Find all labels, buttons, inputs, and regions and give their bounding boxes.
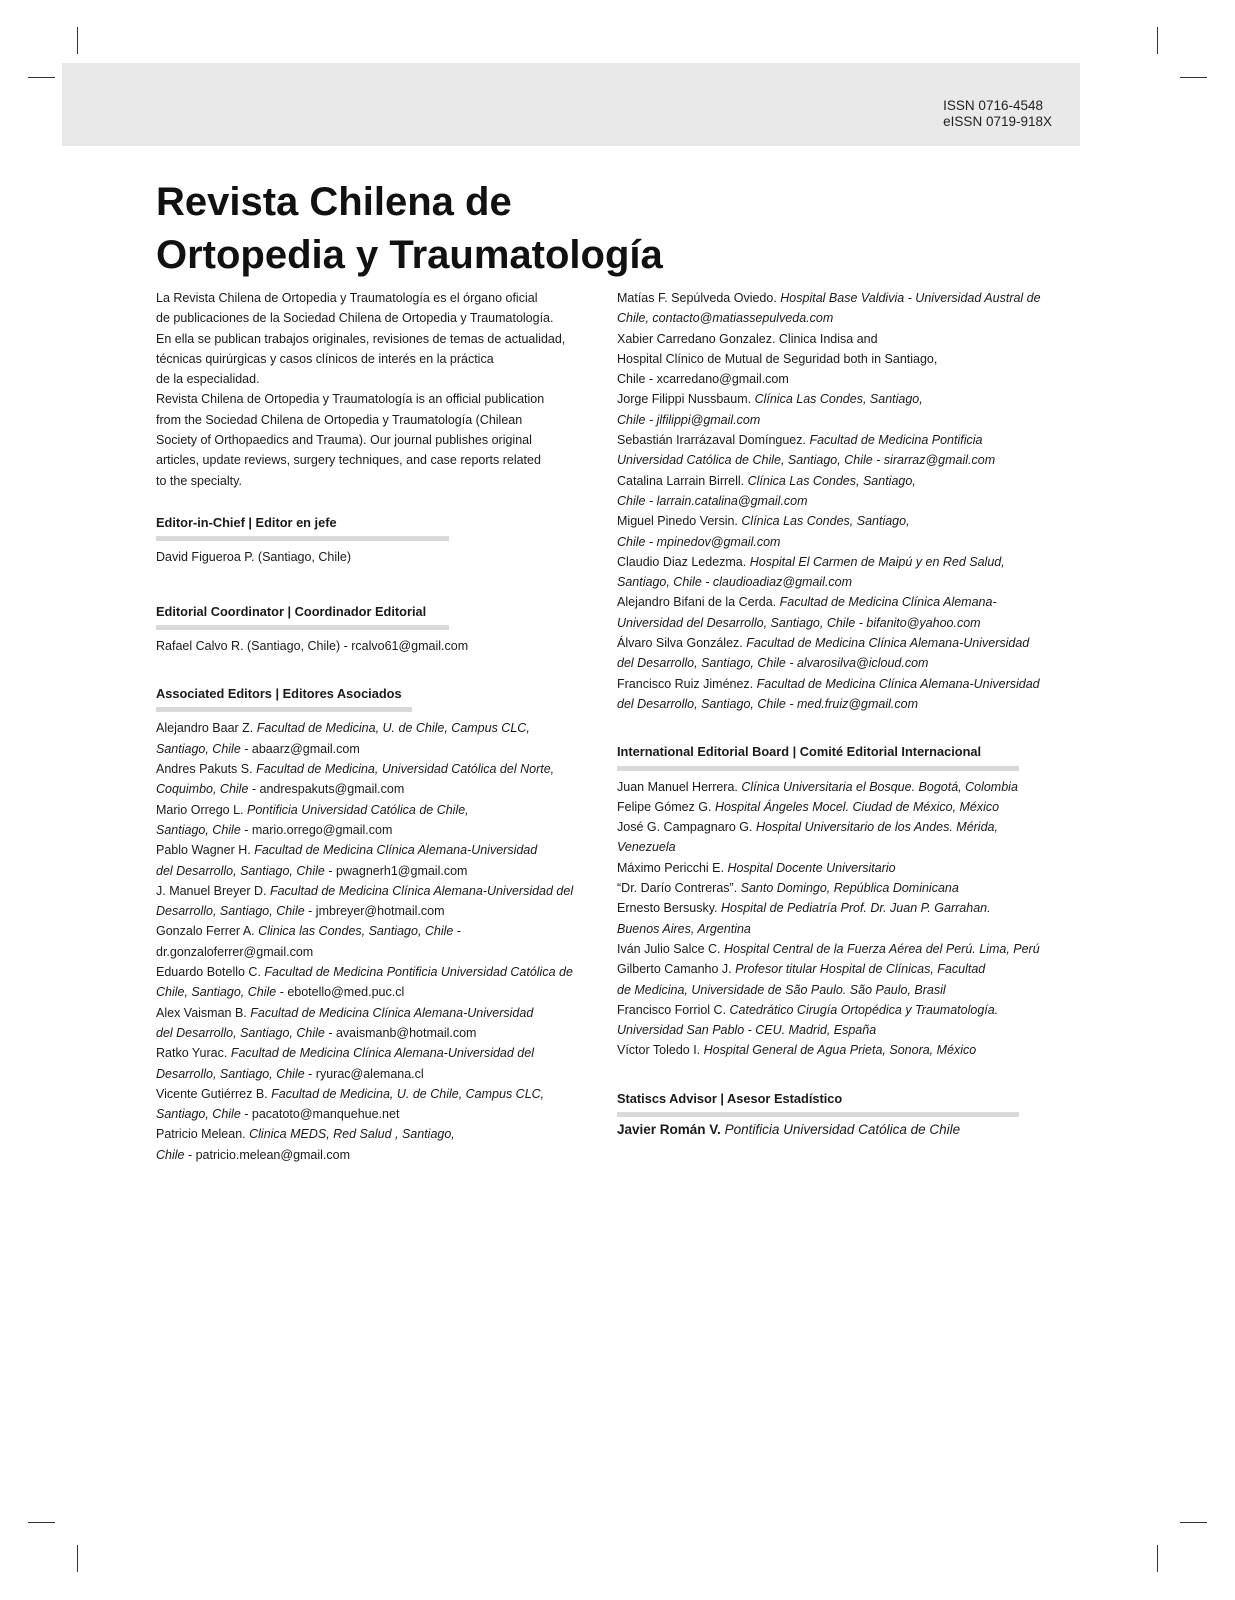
editor-affiliation: Chile, contacto@matiassepulveda.com: [617, 311, 834, 326]
editor-contact: - pacatoto@manquehue.net: [240, 1107, 400, 1122]
editor-entry-line: [617, 389, 1057, 409]
editor-name: Juan Manuel Herrera.: [617, 779, 742, 794]
editor-entry-line: [617, 369, 1057, 389]
editor-affiliation: Hospital Universitario de los Andes. Mérida,: [755, 820, 998, 835]
editor-affiliation: Desarrollo, Santiago, Chile: [156, 904, 305, 919]
editor-name: Claudio Diaz Ledezma.: [617, 554, 750, 569]
editor-contact: - patricio.melean@gmail.com: [184, 1147, 351, 1162]
editor-entry-line: [617, 980, 1057, 1000]
editor-name: Ratko Yurac.: [156, 1046, 231, 1061]
header-band: [62, 63, 1080, 146]
editor-entry-line: [156, 881, 591, 901]
editor-entry-line: [156, 921, 591, 941]
editor-entry-line: [617, 592, 1057, 612]
description-line: técnicas quirúrgicas y casos clínicos de interés en la práctica: [156, 351, 494, 366]
editor-entry-line: [617, 817, 1057, 837]
editor-entry-line: [617, 430, 1057, 450]
editor-entry-line: [156, 1043, 591, 1063]
editor-entry-line: [156, 1003, 591, 1023]
editor-name: Gilberto Camanho J.: [617, 962, 736, 977]
editor-entry-line: [156, 759, 591, 779]
editor-name: Chile - xcarredano@gmail.com: [617, 372, 789, 387]
editor-name: J. Manuel Breyer D.: [156, 883, 270, 898]
section-heading: Statiscs Advisor | Asesor Estadístico: [617, 1089, 1019, 1117]
editor-affiliation: Hospital Base Valdivia - Universidad Austral de: [780, 291, 1041, 305]
editor-entry-line: [617, 1040, 1057, 1060]
editor-name: Alejandro Bifani de la Cerda.: [617, 595, 780, 610]
editor-name: Matías F. Sepúlveda Oviedo.: [617, 291, 781, 305]
editor-contact: dr.gonzaloferrer@gmail.com: [156, 944, 314, 959]
editor-entry-line: [156, 820, 591, 840]
editor-affiliation: Universidad del Desarrollo, Santiago, Chile - bifanito@yahoo.com: [617, 615, 981, 630]
editor-entry-line: [156, 942, 591, 962]
editor-entry-line: [156, 1124, 591, 1144]
editor-affiliation: Facultad de Medicina, U. de Chile, Campus CLC,: [271, 1086, 545, 1101]
editor-name: Sebastián Irarrázaval Domínguez.: [617, 433, 810, 448]
editor-name: Máximo Pericchi E.: [617, 860, 728, 875]
editor-affiliation: Universidad Católica de Chile, Santiago, Chile - sirarraz@gmail.com: [617, 453, 996, 468]
editor-affiliation: del Desarrollo, Santiago, Chile - alvarosilva@icloud.com: [617, 656, 929, 671]
editor-affiliation: Coquimbo, Chile: [156, 782, 249, 797]
editor-affiliation: Clínica Las Condes, Santiago,: [754, 392, 923, 407]
editor-affiliation: Santo Domingo, República Dominicana: [740, 881, 959, 896]
editor-name: Vicente Gutiérrez B.: [156, 1086, 272, 1101]
editor-name: Patricio Melean.: [156, 1127, 250, 1142]
editor-entry-line: [156, 718, 591, 738]
editor-affiliation: Clínica Las Condes, Santiago,: [747, 473, 916, 488]
editor-entry-line: [617, 797, 1057, 817]
description-line: La Revista Chilena de Ortopedia y Traumatología es el órgano oficial: [156, 291, 538, 305]
editor-entry-line: [617, 837, 1057, 857]
editor-entry-line: [617, 511, 1057, 531]
editor-name: José G. Campagnaro G.: [617, 820, 756, 835]
crop-mark: [1180, 1522, 1207, 1523]
editor-name: Hospital Clínico de Mutual de Seguridad both in Santiago,: [617, 351, 938, 366]
editor-affiliation: del Desarrollo, Santiago, Chile - med.fruiz@gmail.com: [617, 696, 919, 711]
section-heading: Editor-in-Chief | Editor en jefe: [156, 513, 449, 541]
editor-name: Ernesto Bersusky.: [617, 901, 721, 916]
editor-affiliation: Chile - jlfilippi@gmail.com: [617, 412, 761, 427]
editor-name: Catalina Larrain Birrell.: [617, 473, 748, 488]
editor-entry-line: [617, 613, 1057, 633]
section-heading: International Editorial Board | Comité Editorial Internacional: [617, 742, 1019, 770]
editor-entry-line: [617, 1020, 1057, 1040]
editor-contact: - mario.orrego@gmail.com: [240, 822, 393, 837]
editor-affiliation: Facultad de Medicina Clínica Alemana-Universidad: [756, 676, 1040, 691]
editor-entry-line: [617, 532, 1057, 552]
editor-entry-line: [617, 552, 1057, 572]
editor-affiliation: Catedrático Cirugía Ortopédica y Traumatología.: [729, 1002, 999, 1017]
editor-name: Iván Julio Salce C.: [617, 941, 724, 956]
editor-contact: - abaarz@gmail.com: [240, 741, 360, 756]
editor-affiliation: Chile - mpinedov@gmail.com: [617, 534, 781, 549]
editor-name: Xabier Carredano Gonzalez. Clinica Indisa and: [617, 331, 878, 346]
editor-entry-line: [617, 878, 1057, 898]
editor-affiliation: Facultad de Medicina Clínica Alemana-Universidad: [254, 843, 538, 858]
issn-print: ISSN 0716-4548: [943, 98, 1043, 113]
description-line: de la especialidad.: [156, 372, 260, 387]
editor-affiliation: Santiago, Chile: [156, 822, 241, 837]
editor-affiliation: Facultad de Medicina Clínica Alemana-: [779, 595, 997, 610]
editor-entry-line: [617, 471, 1057, 491]
editor-name: Pablo Wagner H.: [156, 843, 255, 858]
editor-affiliation: Clínica Universitaria el Bosque. Bogotá, Colombia: [741, 779, 1018, 794]
description-line: En ella se publican trabajos originales, revisiones de temas de actualidad,: [156, 331, 566, 346]
left-column: [156, 288, 591, 1165]
editor-entry-line: [617, 308, 1057, 328]
description-line: from the Sociedad Chilena de Ortopedia y Traumatología (Chilean: [156, 412, 523, 427]
description-line: to the specialty.: [156, 473, 242, 488]
description-line: Society of Orthopaedics and Trauma). Our journal publishes original: [156, 433, 532, 448]
editor-entry-line: [617, 959, 1057, 979]
editor-in-chief-section: [156, 513, 591, 568]
editor-affiliation: Buenos Aires, Argentina: [617, 921, 751, 936]
advisor-name: Javier Román V.: [617, 1121, 725, 1137]
editor-affiliation: Facultad de Medicina Clínica Alemana-Universidad: [250, 1005, 534, 1020]
editor-affiliation: Desarrollo, Santiago, Chile: [156, 1066, 305, 1081]
editor-affiliation: Universidad San Pablo - CEU. Madrid, España: [617, 1023, 877, 1038]
editor-entry-line: [617, 633, 1057, 653]
associated-editors-section: [156, 684, 591, 1165]
editor-contact: - pwagnerh1@gmail.com: [324, 863, 468, 878]
editor-entry-line: [156, 739, 591, 759]
editorial-coordinator-section: [156, 602, 591, 657]
editor-name: Álvaro Silva González.: [617, 636, 747, 651]
journal-title-line-1: Revista Chilena de: [156, 180, 512, 224]
journal-description: [156, 288, 591, 491]
journal-title-line-2: Ortopedia y Traumatología: [156, 233, 663, 277]
editor-affiliation: Facultad de Medicina, Universidad Católica del Norte,: [256, 762, 555, 777]
editor-entry-line: [617, 919, 1057, 939]
editor-contact: - ebotello@med.puc.cl: [276, 985, 405, 1000]
editor-entry-line: [617, 450, 1057, 470]
editor-entry-line: [156, 779, 591, 799]
editor-affiliation: del Desarrollo, Santiago, Chile: [156, 863, 325, 878]
editor-affiliation: Chile - larrain.catalina@gmail.com: [617, 493, 808, 508]
editor-name: Mario Orrego L.: [156, 802, 248, 817]
editor-entry-line: [617, 329, 1057, 349]
editor-name: Andres Pakuts S.: [156, 762, 257, 777]
editor-name: Felipe Gómez G.: [617, 799, 715, 814]
statistics-advisor-section: [617, 1089, 1057, 1141]
editor-entry-line: [617, 288, 1057, 308]
editor-contact: -: [453, 924, 462, 939]
crop-mark: [1180, 77, 1207, 78]
description-line: de publicaciones de la Sociedad Chilena de Ortopedia y Traumatología.: [156, 311, 554, 326]
editor-affiliation: Santiago, Chile - claudioadiaz@gmail.com: [617, 575, 853, 590]
advisor-affiliation: Pontificia Universidad Católica de Chile: [724, 1121, 961, 1137]
issn-electronic: eISSN 0719-918X: [943, 114, 1052, 129]
editor-affiliation: Facultad de Medicina Pontificia Universidad Católica de: [264, 965, 573, 980]
editor-contact: - andrespakuts@gmail.com: [248, 782, 405, 797]
editor-entry-line: [156, 1104, 591, 1124]
right-column: [617, 288, 1057, 1140]
crop-mark: [77, 1545, 78, 1572]
editor-affiliation: Hospital Central de la Fuerza Aérea del Perú. Lima, Perú: [724, 941, 1040, 956]
editor-affiliation: Clinica MEDS, Red Salud , Santiago,: [249, 1127, 455, 1142]
editor-entry-line: [156, 982, 591, 1002]
crop-mark: [28, 77, 55, 78]
editor-affiliation: Profesor titular Hospital de Clínicas, Facultad: [735, 962, 986, 977]
section-heading: Editorial Coordinator | Coordinador Editorial: [156, 602, 449, 630]
editor-affiliation: Facultad de Medicina Clínica Alemana-Universidad del: [269, 883, 574, 898]
editor-affiliation: Hospital Ángeles Mocel. Ciudad de México, México: [714, 799, 1000, 814]
editor-contact: - ryurac@alemana.cl: [304, 1066, 424, 1081]
editor-name: Gonzalo Ferrer A.: [156, 924, 259, 939]
editor-contact: - avaismanb@hotmail.com: [324, 1025, 477, 1040]
crop-mark: [77, 27, 78, 54]
editor-entry-line: [156, 840, 591, 860]
editor-entry-line: [617, 653, 1057, 673]
editor-entry-line: [617, 1000, 1057, 1020]
editor-affiliation: Facultad de Medicina Pontificia: [809, 433, 983, 448]
editor-entry-line: [617, 491, 1057, 511]
editor-name: Víctor Toledo I.: [617, 1043, 704, 1058]
editor-name: Alex Vaisman B.: [156, 1005, 251, 1020]
editor-entry-line: [156, 1064, 591, 1084]
editor-name: “Dr. Darío Contreras”.: [617, 881, 741, 896]
editor-entry-line: [617, 898, 1057, 918]
international-board-section: [617, 742, 1057, 1060]
editor-entry: David Figueroa P. (Santiago, Chile): [156, 550, 352, 565]
editor-entry-line: [156, 800, 591, 820]
editor-name: Eduardo Botello C.: [156, 965, 265, 980]
editor-name: Francisco Forriol C.: [617, 1002, 730, 1017]
editor-entry-line: [156, 962, 591, 982]
editor-name: Miguel Pinedo Versin.: [617, 514, 742, 529]
editor-affiliation: Hospital El Carmen de Maipú y en Red Salud,: [749, 554, 1005, 569]
editor-entry-line: [156, 861, 591, 881]
editor-affiliation: Hospital de Pediatría Prof. Dr. Juan P. Garrahan.: [720, 901, 991, 916]
editorial-coordinator-list: [156, 636, 591, 656]
editor-entry-line: [156, 1084, 591, 1104]
editor-name: Jorge Filippi Nussbaum.: [617, 392, 755, 407]
issn-block: [943, 98, 1052, 130]
editor-affiliation: Facultad de Medicina, U. de Chile, Campus CLC,: [256, 721, 530, 736]
crop-mark: [1157, 1545, 1158, 1572]
editor-affiliation: de Medicina, Universidade de São Paulo. São Paulo, Brasil: [617, 982, 946, 997]
editor-name: Alejandro Baar Z.: [156, 721, 257, 736]
associated-editors-continued-list: [617, 288, 1057, 714]
editor-entry-line: [617, 674, 1057, 694]
editor-entry-line: [617, 858, 1057, 878]
statistics-advisor-entry: [617, 1120, 1057, 1140]
editor-in-chief-list: [156, 547, 591, 567]
editor-entry-line: [156, 1145, 591, 1165]
editor-entry-line: [617, 939, 1057, 959]
editor-entry-line: [617, 572, 1057, 592]
editor-entry-line: [617, 349, 1057, 369]
editor-affiliation: del Desarrollo, Santiago, Chile: [156, 1025, 325, 1040]
crop-mark: [28, 1522, 55, 1523]
editor-affiliation: Hospital Docente Universitario: [727, 860, 896, 875]
description-line: Revista Chilena de Ortopedia y Traumatología is an official publication: [156, 392, 545, 407]
editor-affiliation: Hospital General de Agua Prieta, Sonora, México: [703, 1043, 977, 1058]
editor-affiliation: Venezuela: [617, 840, 676, 855]
editor-entry-line: [617, 777, 1057, 797]
crop-mark: [1157, 27, 1158, 54]
editor-affiliation: Facultad de Medicina Clínica Alemana-Universidad: [746, 636, 1030, 651]
editor-affiliation: Santiago, Chile: [156, 741, 241, 756]
associated-editors-list: [156, 718, 591, 1165]
editor-affiliation: Facultad de Medicina Clínica Alemana-Universidad del: [230, 1046, 534, 1061]
editor-entry-line: [156, 901, 591, 921]
international-board-list: [617, 777, 1057, 1061]
editor-entry-line: [617, 410, 1057, 430]
editor-affiliation: Clinica las Condes, Santiago, Chile: [258, 924, 454, 939]
section-heading: Associated Editors | Editores Asociados: [156, 684, 412, 712]
editor-affiliation: Santiago, Chile: [156, 1107, 241, 1122]
editor-contact: - jmbreyer@hotmail.com: [304, 904, 445, 919]
editor-entry-line: [156, 1023, 591, 1043]
editor-affiliation: Clínica Las Condes, Santiago,: [741, 514, 910, 529]
editor-name: Francisco Ruiz Jiménez.: [617, 676, 757, 691]
editor-affiliation: Chile, Santiago, Chile: [156, 985, 277, 1000]
editor-entry-line: [617, 694, 1057, 714]
editor-affiliation: Pontificia Universidad Católica de Chile,: [247, 802, 469, 817]
editor-entry: Rafael Calvo R. (Santiago, Chile) - rcalvo61@gmail.com: [156, 638, 469, 653]
description-line: articles, update reviews, surgery techniques, and case reports related: [156, 453, 541, 468]
journal-title: [156, 176, 663, 282]
editor-affiliation: Chile: [156, 1147, 185, 1162]
